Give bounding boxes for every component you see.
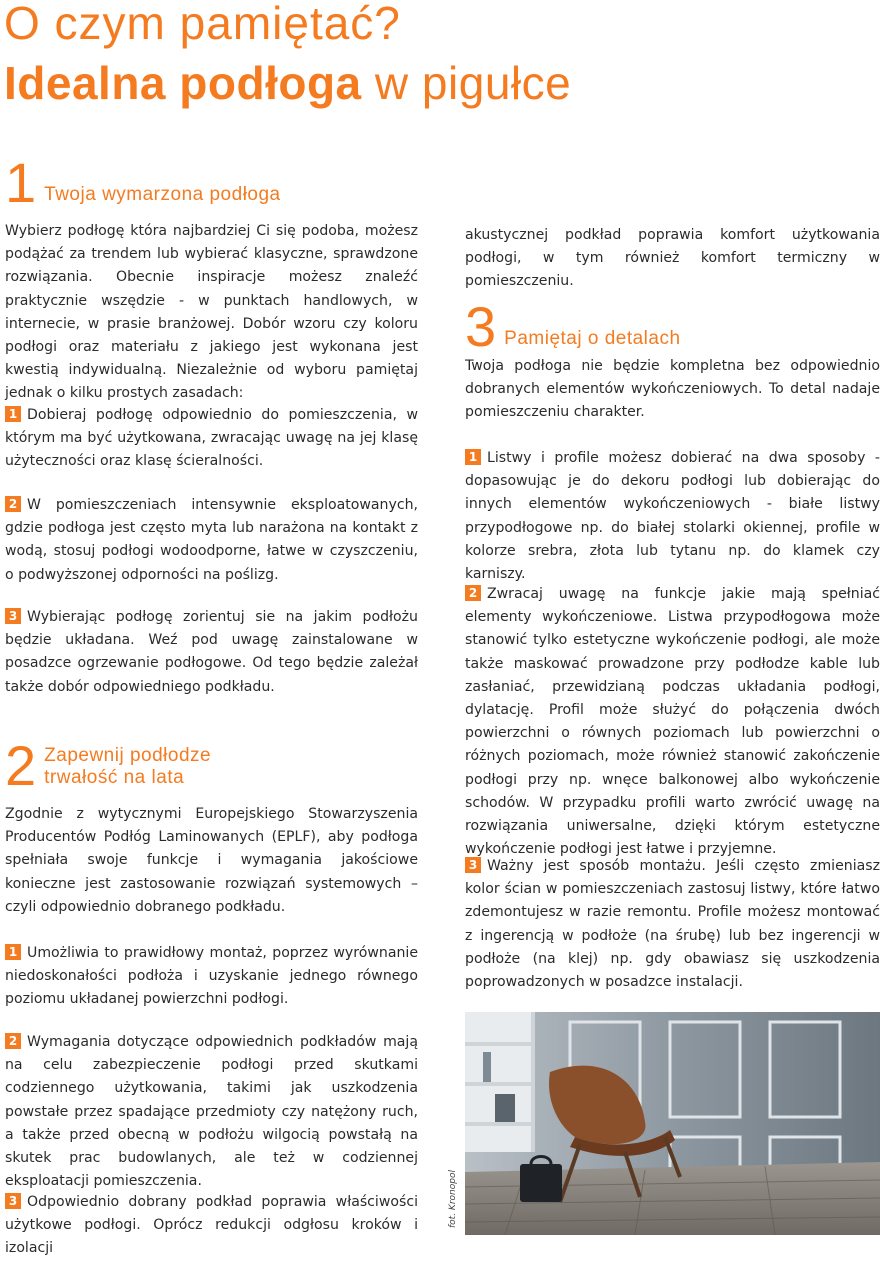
section-3-intro: Twoja podłoga nie będzie kompletna bez odpowiednio dobranych elementów wykończeniowych. To detal nadaje pomieszczeniu charakter.	[465, 358, 880, 421]
number-badge: 2	[465, 585, 481, 601]
section-3-heading	[465, 295, 681, 358]
page-title-line2	[4, 57, 572, 109]
list-item-text: W pomieszczeniach intensywnie eksploatowanych, gdzie podłoga jest często myta lub narażona na kontakt z wodą, stosuj podłogi wodoodporne, łatwe w czyszczeniu, o podwyższonej odporności na poślizg.	[5, 497, 418, 583]
section-number: 3	[465, 295, 497, 358]
section-1-heading	[5, 151, 281, 214]
page-title-emphasis: Idealna podłoga	[4, 57, 362, 109]
list-item-text: Zwracaj uwagę na funkcje jakie mają spełniać elementy wykończeniowe. Listwa przypodłogowa może stanowić tylko estetyczne wykończenie podłogi, ale może także maskować prowadzone przy podłodze kable lub zasłaniać, przewidzianą podczas układania podłogi, dylatację. Profil może służyć do połączenia dwóch powierzchni o równych poziomach lub powierzchni o różnych poziomach, może również stanowić zakończenie podłogi przy np. wnęce balkonowej albo wykończenie schodów. W przypadku profili warto zwrócić uwagę na rozwiązania uniwersalne, dzięki którym estetyczne wykończenie podłogi jest łatwe i przyjemne.	[465, 586, 880, 858]
list-item	[5, 1031, 418, 1193]
list-item-text: Listwy i profile możesz dobierać na dwa sposoby - dopasowując je do dekoru podłogi lub dobierając do innych elementów wykończeniowych - białe listwy przypodłogowe np. do białej stolarki okiennej, profile w kolorze srebra, złota lub tytanu np. do klamek czy karniszy.	[465, 450, 880, 583]
number-badge: 1	[5, 406, 21, 422]
list-item-text: Ważny jest sposób montażu. Jeśli często zmieniasz kolor ścian w pomieszczeniach zastosuj listwy, które łatwo zdemontujesz w razie remontu. Profile możesz montować z ingerencją w podłoże (na śrubę) lub bez ingerencji w podłoże (na klej) np. gdy obawiasz się uszkodzenia poprowadzonych w posadzce instalacji.	[465, 858, 880, 991]
section-title: Pamiętaj o detalach	[504, 328, 681, 350]
list-item	[465, 447, 880, 586]
number-badge: 2	[5, 1033, 21, 1049]
page-title-line1: O czym pamiętać?	[4, 0, 401, 49]
list-item-text: Odpowiednio dobrany podkład poprawia właściwości użytkowe podłogi. Oprócz redukcji odgłosu kroków i izolacji	[5, 1194, 418, 1257]
section-number: 1	[5, 151, 37, 214]
section-title-line1: Zapewnij podłodze	[44, 745, 212, 767]
number-badge: 1	[465, 449, 481, 465]
list-item-text: Dobieraj podłogę odpowiednio do pomieszczenia, w którym ma być użytkowana, zwracając uwagę na jej klasę użyteczności oraz klasę ścieralności.	[5, 407, 418, 470]
section-1-intro: Wybierz podłogę która najbardziej Ci się podoba, możesz podążać za trendem lub wybierać klasyczne, sprawdzone rozwiązania. Obecnie inspiracje możesz znaleźć praktycznie wszędzie - w punktach handlowych, w internecie, w prasie branżowej. Dobór wzoru czy koloru podłogi oraz materiału z jakiego jest wykonana jest kwestią indywidualną. Niezależnie od wyboru pamiętaj jednak o kilku prostych zasadach:	[5, 223, 418, 402]
number-badge: 3	[5, 608, 21, 624]
section-title	[44, 745, 211, 789]
interior-illustration	[465, 1012, 880, 1235]
section-title-line2: trwałość na lata	[44, 767, 185, 789]
section-2-intro: Zgodnie z wytycznymi Europejskiego Stowarzyszenia Producentów Podłóg Laminowanych (EPLF), aby podłoga spełniała swoje funkcje i wymagania jakościowe konieczne jest zastosowanie rozwiązań systemowych – czyli odpowiednio dobranego podkładu.	[5, 806, 418, 915]
list-item	[5, 404, 418, 474]
page-title-rest: w pigułce	[361, 57, 572, 109]
interior-photo	[465, 1012, 880, 1235]
list-item	[5, 942, 418, 1012]
number-badge: 3	[465, 857, 481, 873]
list-item	[5, 1191, 418, 1261]
number-badge: 2	[5, 496, 21, 512]
section-title: Twoja wymarzona podłoga	[44, 184, 281, 206]
number-badge: 3	[5, 1193, 21, 1209]
section-number: 2	[5, 734, 37, 797]
section-2-heading	[5, 734, 212, 797]
list-item	[465, 583, 880, 861]
list-item	[465, 855, 880, 994]
list-item	[5, 606, 418, 699]
number-badge: 1	[5, 944, 21, 960]
list-item	[5, 494, 418, 587]
list-item-text: Umożliwia to prawidłowy montaż, poprzez wyrównanie niedoskonałości podłoża i uzyskanie jednego równego poziomu układanej powierzchni podłogi.	[5, 945, 418, 1008]
list-item-text: Wybierając podłogę zorientuj sie na jakim podłożu będzie układana. Weź pod uwagę zainstalowane w posadzce ogrzewanie podłogowe. Od tego będzie zależał także dobór odpowiedniego podkładu.	[5, 609, 418, 695]
list-item-text: Wymagania dotyczące odpowiednich podkładów mają na celu zabezpieczenie podłogi przed skutkami codziennego użytkowania, takimi jak uszkodzenia powstałe przez spadające przedmioty czy natężony ruch, a także przed obecną w podłożu wilgocią powstałą na skutek prac budowlanych, ale też w codziennej eksploatacji pomieszczenia.	[5, 1034, 418, 1190]
photo-credit: fot. Kronopol	[448, 1170, 458, 1228]
section-2-continuation: akustycznej podkład poprawia komfort użytkowania podłogi, w tym również komfort termiczny w pomieszczeniu.	[465, 227, 880, 290]
bookshelf	[465, 1012, 535, 1152]
